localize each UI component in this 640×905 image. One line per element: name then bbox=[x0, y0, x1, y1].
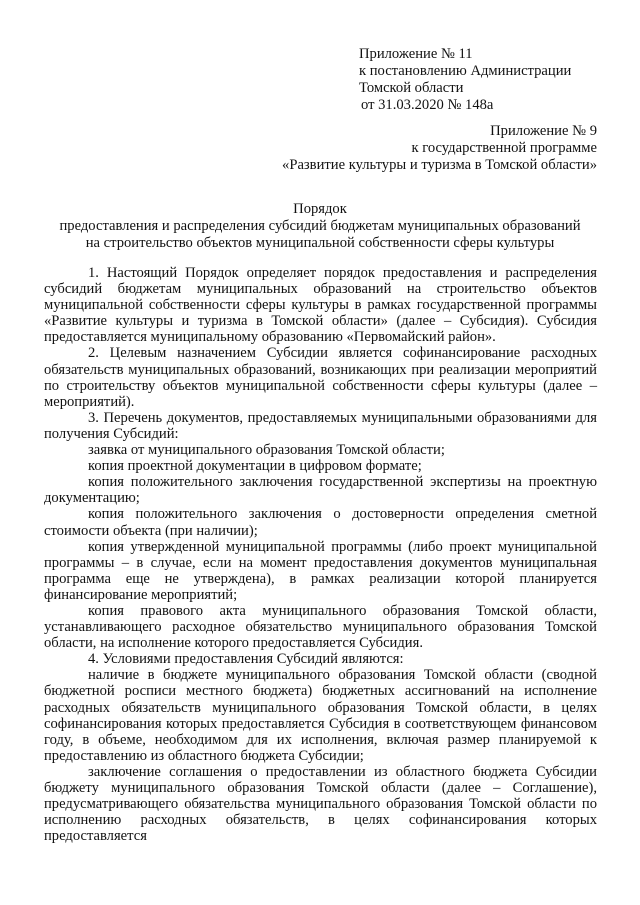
appendix-9-header bbox=[282, 123, 597, 174]
appendix-9-number: Приложение № 9 bbox=[490, 123, 597, 139]
list-item: копия положительного заключения о достоверности определения сметной стоимости объекта (при наличии); bbox=[44, 506, 597, 539]
appendix-9-program-name: «Развитие культуры и туризма в Томской области» bbox=[282, 157, 597, 173]
paragraph-1: 1. Настоящий Порядок определяет порядок предоставления и распределения субсидий бюджетам муниципальных образований на строительство объектов муниципальной собственности сферы культуры в рамках государственной программы «Развитие культуры и туризма в Томской области» (далее – Субсидия). Субсидия предоставляется муниципальному образованию «Первомайский район». bbox=[44, 265, 597, 346]
list-item: копия проектной документации в цифровом формате; bbox=[88, 458, 422, 475]
list-item: заключение соглашения о предоставлении из областного бюджета Субсидии бюджету муниципального образования Томской области (далее – Соглашение), предусматривающего обязательства муниципального образования Томской области по исполнению расходных обязательств, в целях софинансирования которых предоставляется bbox=[44, 763, 597, 845]
list-item: копия правового акта муниципального образования Томской области, устанавливающего расходное обязательство муниципального образования Томской области, на исполнение которого предоставляется Субсидия. bbox=[44, 602, 597, 652]
list-item: наличие в бюджете муниципального образования Томской области (сводной бюджетной росписи местного бюджета) бюджетных ассигнований на исполнение расходных обязательств муниципального образования Томской области, в целях софинансирования которых предоставляется Субсидия в соответствующем финансовом году, в объеме, необходимом для их исполнения, включая размер планируемой к предоставлению из областного бюджета Субсидии; bbox=[44, 667, 597, 764]
appendix-11-number: Приложение № 11 bbox=[359, 46, 473, 62]
appendix-9-program-ref: к государственной программе bbox=[411, 140, 597, 156]
paragraph-3: 3. Перечень документов, предоставляемых муниципальными образованиями для получения Субсидий: bbox=[44, 409, 597, 442]
appendix-11-decree-ref: к постановлению Администрации bbox=[359, 63, 572, 79]
paragraph-4: 4. Условиями предоставления Субсидий являются: bbox=[88, 651, 404, 668]
appendix-11-date: от 31.03.2020 № 148а bbox=[361, 97, 494, 113]
appendix-11-header bbox=[359, 46, 571, 114]
list-item: копия положительного заключения государственной экспертизы на проектную документацию; bbox=[44, 474, 597, 507]
document-body bbox=[44, 265, 597, 844]
paragraph-2: 2. Целевым назначением Субсидии является софинансирование расходных обязательств муниципальных образований, возникающих при реализации мероприятий по строительству объектов муниципальной собственности сферы культуры (далее – мероприятий). bbox=[44, 345, 597, 410]
appendix-11-region: Томской области bbox=[359, 80, 464, 96]
list-item: заявка от муниципального образования Томской области; bbox=[88, 442, 445, 459]
title-line-2: предоставления и распределения субсидий бюджетам муниципальных образований bbox=[59, 218, 581, 234]
document-title bbox=[44, 201, 596, 252]
title-line-3: на строительство объектов муниципальной собственности сферы культуры bbox=[85, 235, 555, 251]
list-item: копия утвержденной муниципальной программы (либо проект муниципальной программы – в случае, если на момент предоставления документов муниципальная программа еще не утверждена), в рамках реализации которой планируется финансирование мероприятий; bbox=[44, 538, 597, 603]
title-line-1: Порядок bbox=[293, 201, 347, 217]
